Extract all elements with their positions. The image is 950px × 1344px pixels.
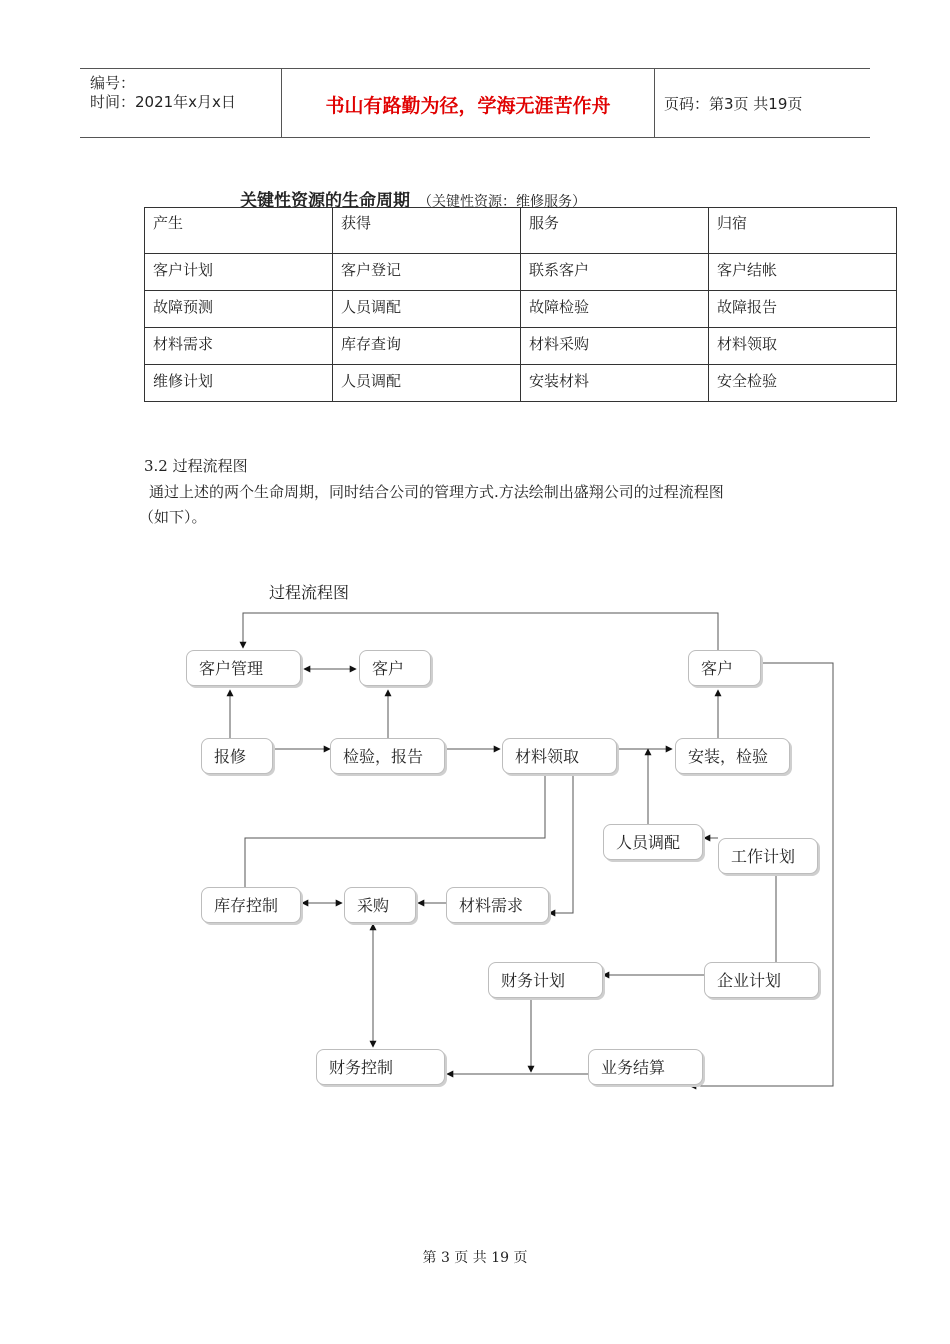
process-flow-diagram (0, 560, 950, 1120)
table-header-cell: 产生 (145, 208, 333, 254)
table-row (145, 365, 897, 402)
section-heading: 3.2 过程流程图 (144, 457, 248, 475)
node-repair: 报修 (201, 738, 273, 774)
date-label: 时间：2021年x月x日 (90, 93, 236, 111)
node-material-demand: 材料需求 (446, 887, 549, 923)
table-cell: 客户计划 (145, 254, 333, 291)
node-finance-control: 财务控制 (316, 1049, 445, 1085)
node-purchase: 采购 (344, 887, 416, 923)
header-meta-cell (80, 69, 281, 137)
table-header-cell: 归宿 (709, 208, 897, 254)
node-install-inspect: 安装，检验 (675, 738, 790, 774)
table-cell: 材料领取 (709, 328, 897, 365)
table-cell: 联系客户 (521, 254, 709, 291)
node-business-settlement: 业务结算 (588, 1049, 703, 1085)
table-cell: 材料需求 (145, 328, 333, 365)
node-customer-middle: 客户 (359, 650, 431, 686)
node-staff-dispatch: 人员调配 (603, 824, 703, 860)
lifecycle-table (144, 207, 897, 402)
page-footer: 第 3 页 共 19 页 (422, 1250, 528, 1266)
node-customer-right: 客户 (688, 650, 761, 686)
header-page-cell (654, 69, 870, 137)
node-customer-management: 客户管理 (186, 650, 301, 686)
node-material-pickup: 材料领取 (502, 738, 617, 774)
table-cell: 人员调配 (333, 365, 521, 402)
page-label: 页码：第3页 共19页 (664, 95, 803, 113)
header-motto-cell (281, 69, 655, 137)
motto: 书山有路勤为径，学海无涯苦作舟 (325, 95, 611, 117)
table-cell: 材料采购 (521, 328, 709, 365)
table-cell: 故障预测 (145, 291, 333, 328)
node-work-plan: 工作计划 (718, 838, 818, 874)
table-row (145, 254, 897, 291)
connector-material-inventory (245, 767, 545, 887)
node-inspect-report: 检验，报告 (330, 738, 445, 774)
table-cell: 故障检验 (521, 291, 709, 328)
table-row (145, 328, 897, 365)
number-label: 编号： (90, 74, 136, 92)
document-header (80, 68, 870, 138)
table-cell: 维修计划 (145, 365, 333, 402)
section-paragraph-line1: 通过上述的两个生命周期，同时结合公司的管理方式.方法绘制出盛翔公司的过程流程图 (149, 483, 724, 501)
table-header-row (145, 208, 897, 254)
table-cell: 客户结帐 (709, 254, 897, 291)
table-title-main: 关键性资源的生命周期 (240, 191, 410, 211)
table-cell: 库存查询 (333, 328, 521, 365)
node-finance-plan: 财务计划 (488, 962, 603, 998)
table-cell: 安装材料 (521, 365, 709, 402)
table-cell: 客户登记 (333, 254, 521, 291)
diagram-title: 过程流程图 (269, 583, 350, 602)
section-paragraph-line2: （如下）。 (139, 508, 207, 526)
connector-loop-top (243, 613, 718, 650)
table-cell: 人员调配 (333, 291, 521, 328)
node-inventory-control: 库存控制 (201, 887, 301, 923)
connector-material-demand (549, 767, 573, 913)
table-row (145, 291, 897, 328)
node-enterprise-plan: 企业计划 (704, 962, 819, 998)
table-header-cell: 服务 (521, 208, 709, 254)
table-cell: 故障报告 (709, 291, 897, 328)
table-cell: 安全检验 (709, 365, 897, 402)
table-header-cell: 获得 (333, 208, 521, 254)
table-subtitle: （关键性资源：维修服务） (418, 194, 586, 210)
